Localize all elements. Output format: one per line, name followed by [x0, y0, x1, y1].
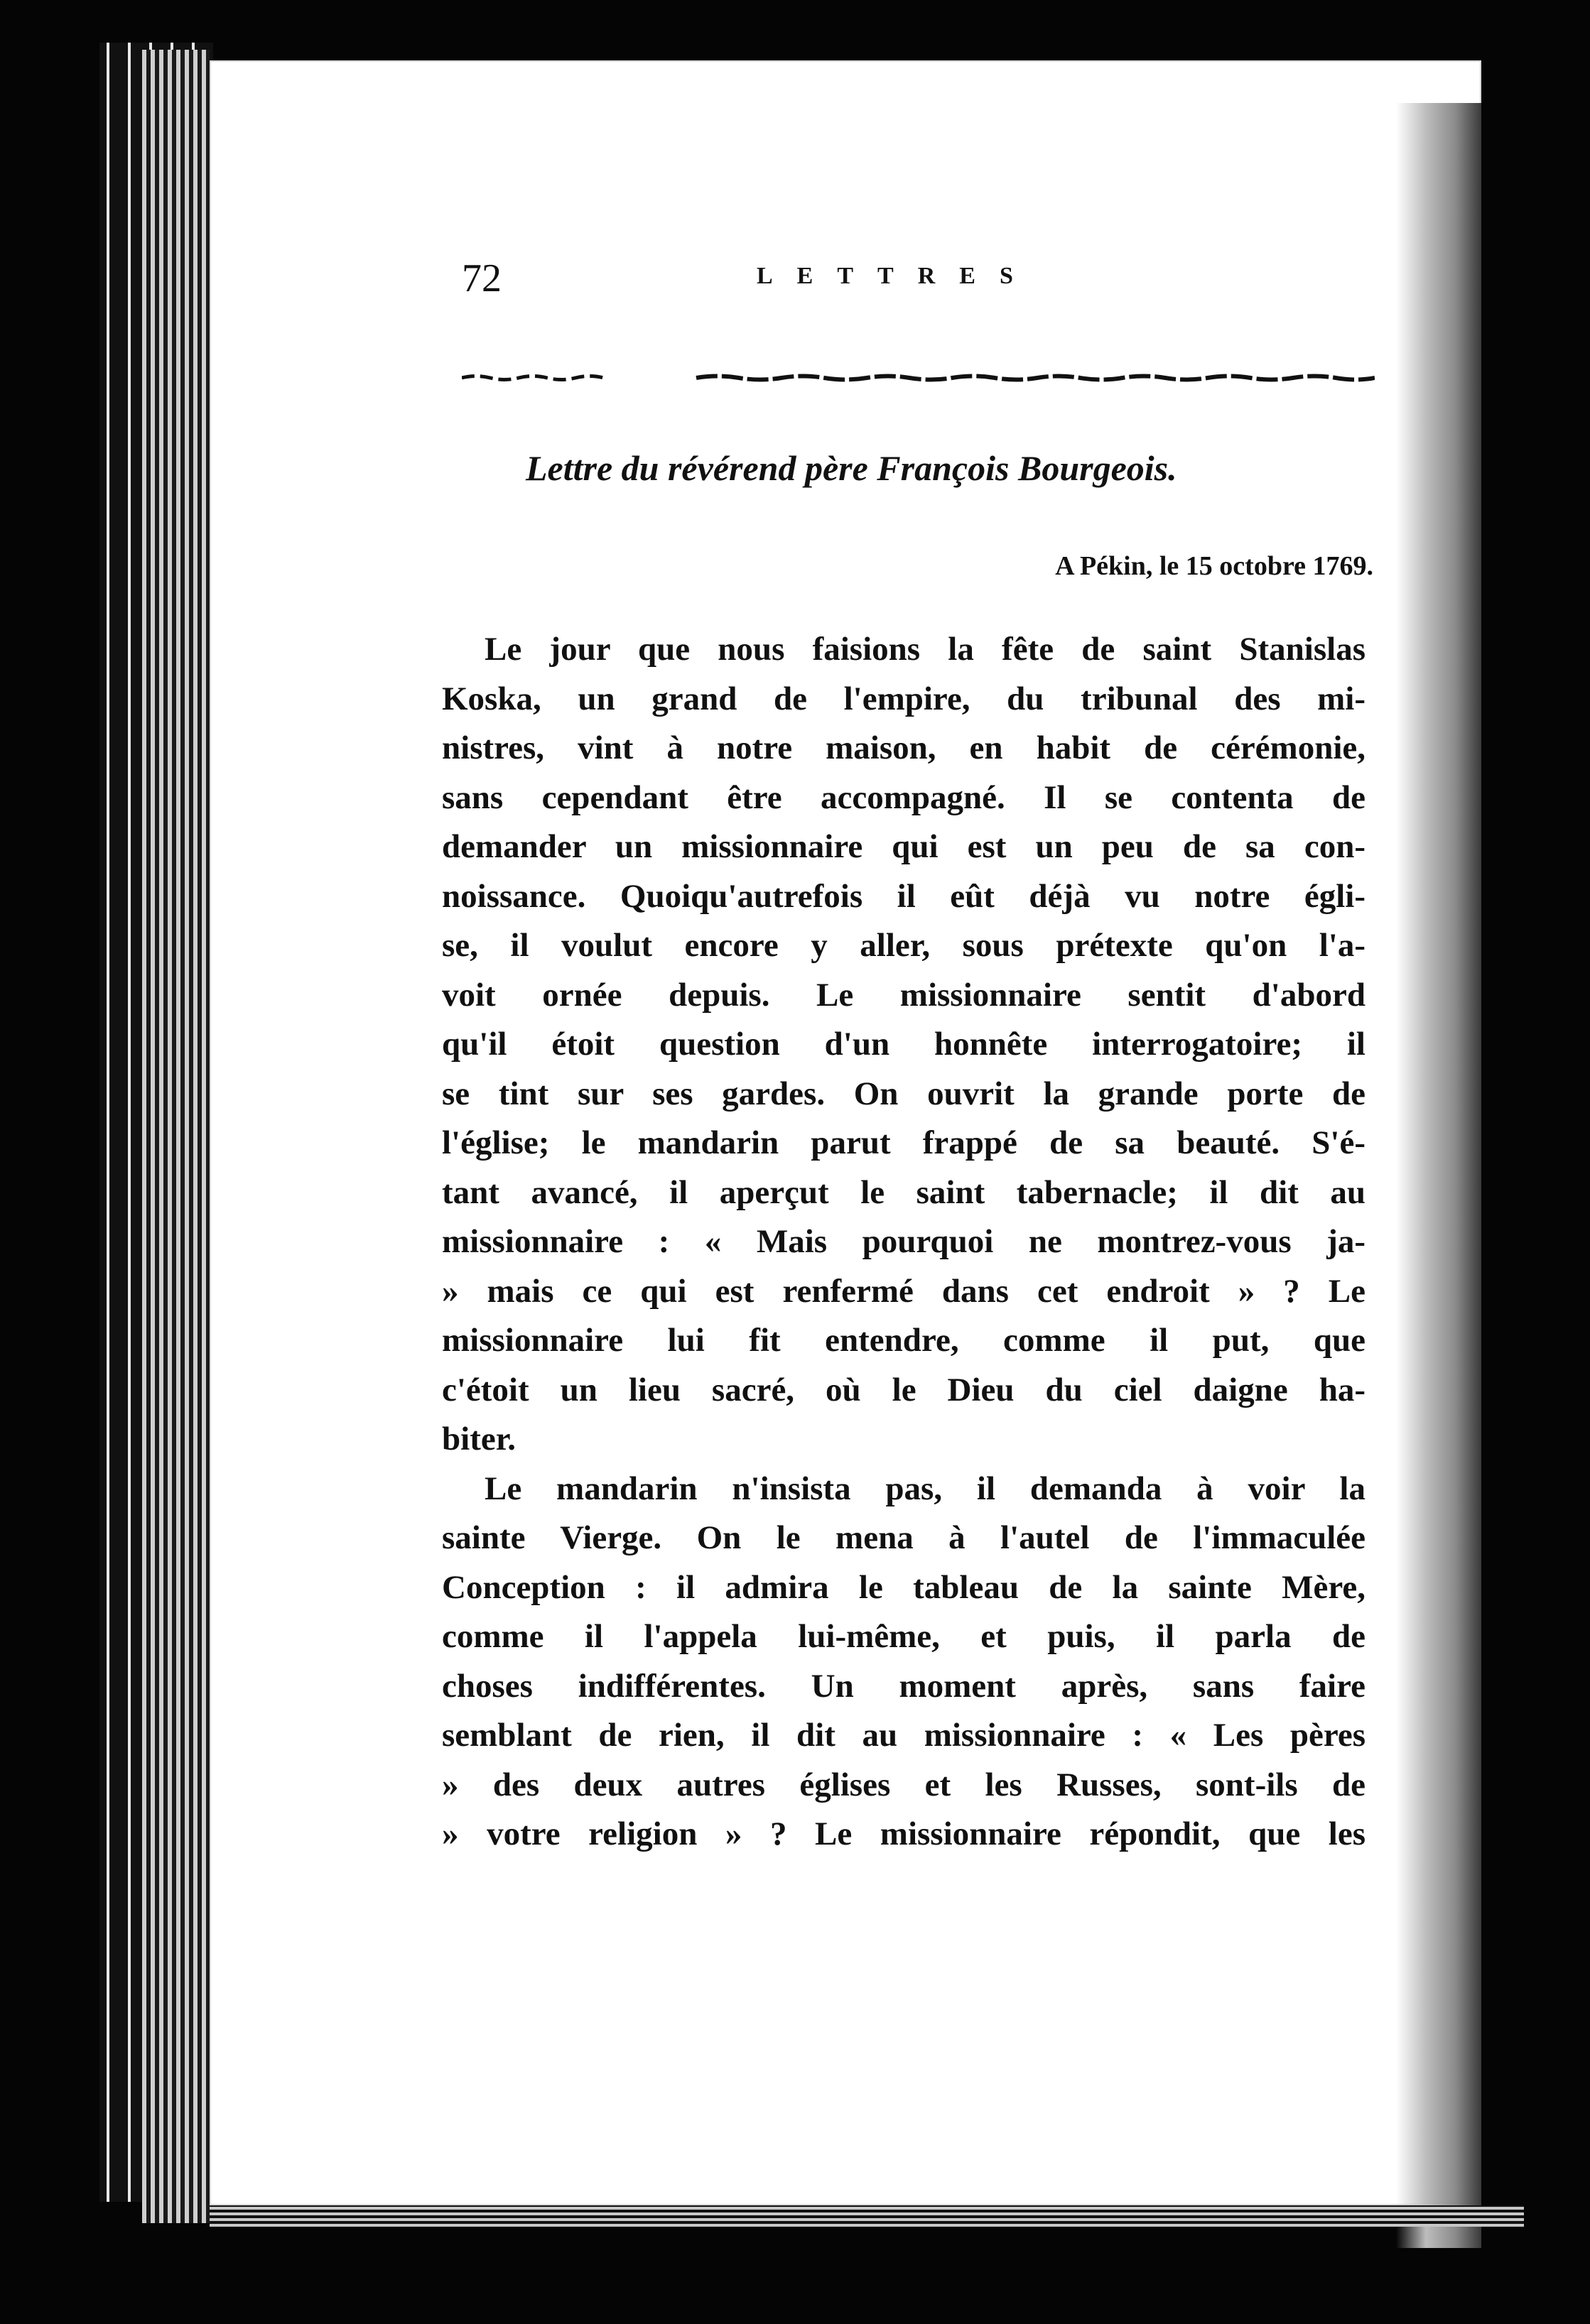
- dateline: A Pékin, le 15 octobre 1769.: [1055, 551, 1373, 581]
- text-line: qu'il étoit question d'un honnête interrogatoire; il: [442, 1026, 1365, 1063]
- text-line: sans cependant être accompagné. Il se contenta de: [442, 778, 1365, 816]
- text-line: c'étoit un lieu sacré, où le Dieu du ciel daigne ha-: [442, 1371, 1365, 1408]
- text-line: noissance. Quoiqu'autrefois il eût déjà vu notre égli-: [442, 877, 1365, 915]
- letter-body: [442, 625, 1365, 1859]
- text-line: voit ornée depuis. Le missionnaire sentit d'abord: [442, 976, 1365, 1014]
- ornamental-rule: [462, 373, 1375, 383]
- text-line: » mais ce qui est renfermé dans cet endroit » ? Le: [442, 1272, 1365, 1310]
- page-edges: [142, 50, 210, 2223]
- text-line: demander un missionnaire qui est un peu de sa con-: [442, 828, 1365, 865]
- text-line: choses indifférentes. Un moment après, sans faire: [442, 1667, 1365, 1705]
- text-line: comme il l'appela lui-même, et puis, il parla de: [442, 1618, 1365, 1655]
- text-line: Conception : il admira le tableau de la sainte Mère,: [442, 1568, 1365, 1606]
- text-line: l'église; le mandarin parut frappé de sa beauté. S'é-: [442, 1124, 1365, 1161]
- text-line: se tint sur ses gardes. On ouvrit la grande porte de: [442, 1075, 1365, 1112]
- text-line: semblant de rien, il dit au missionnaire : « Les pères: [442, 1717, 1365, 1754]
- text-line: nistres, vint à notre maison, en habit de cérémonie,: [442, 729, 1365, 766]
- text-line: » votre religion » ? Le missionnaire répondit, que les: [442, 1815, 1365, 1852]
- text-line: » des deux autres églises et les Russes, sont-ils de: [442, 1766, 1365, 1803]
- text-line: sainte Vierge. On le mena à l'autel de l'immaculée: [442, 1519, 1365, 1556]
- text-line: missionnaire : « Mais pourquoi ne montrez-vous ja-: [442, 1223, 1365, 1260]
- text-line: biter.: [442, 1421, 517, 1457]
- paragraph-1: [442, 625, 1365, 1465]
- page-number: 72: [462, 256, 502, 300]
- text-line: Le mandarin n'insista pas, il demanda à voir la: [485, 1470, 1365, 1507]
- running-head: [462, 256, 1378, 305]
- running-title: LETTRES: [757, 263, 1037, 289]
- text-line: Koska, un grand de l'empire, du tribunal des mi-: [442, 680, 1365, 717]
- text-line: missionnaire lui fit entendre, comme il put, que: [442, 1322, 1365, 1359]
- text-line: Le jour que nous faisions la fête de saint Stanislas: [485, 631, 1365, 668]
- gutter-shadow: [1396, 103, 1481, 2248]
- text-line: se, il voulut encore y aller, sous prétexte qu'on l'a-: [442, 927, 1365, 964]
- page-bottom-edges: [210, 2205, 1524, 2227]
- text-line: tant avancé, il aperçut le saint tabernacle; il dit au: [442, 1173, 1365, 1211]
- paragraph-2: [442, 1465, 1365, 1859]
- letter-title: Lettre du révérend père François Bourgeois.: [526, 448, 1177, 488]
